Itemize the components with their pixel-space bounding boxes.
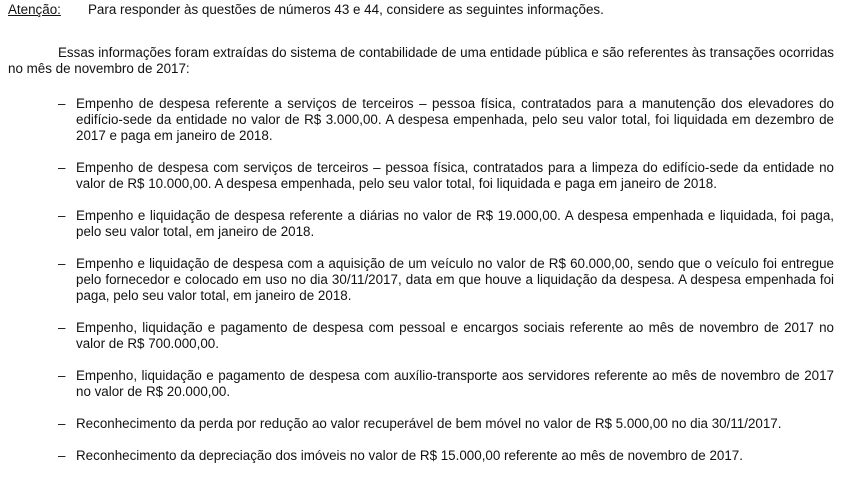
bullet-dash: –	[58, 208, 66, 223]
bullet-dash: –	[58, 320, 66, 335]
bullet-dash: –	[58, 448, 66, 463]
list-item	[0, 448, 834, 464]
bullet-dash: –	[58, 256, 66, 271]
list-item	[0, 160, 834, 192]
list-item	[0, 208, 834, 240]
list-item	[0, 416, 834, 432]
bullet-dash: –	[58, 416, 66, 431]
list-item-text: Empenho, liquidação e pagamento de despesa com auxílio-transporte aos servidores referente ao mês de novembro de 2017 no valor de R$ 20.000,00.	[76, 368, 834, 399]
bullet-dash: –	[58, 368, 66, 383]
attention-line	[8, 2, 604, 18]
list-item-text: Empenho de despesa referente a serviços de terceiros – pessoa física, contratados para a manutenção dos elevadores do edifício-sede da entidade no valor de R$ 3.000,00. A despesa empenhada, pelo seu valor total, foi liquidada em dezembro de 2017 e paga em janeiro de 2018.	[76, 96, 834, 143]
list-item-text: Empenho e liquidação de despesa referente a diárias no valor de R$ 19.000,00. A despesa empenhada e liquidada, foi paga, pelo seu valor total, em janeiro de 2018.	[76, 208, 834, 239]
attention-label: Atenção:	[8, 2, 61, 17]
transactions-list	[0, 96, 860, 480]
bullet-dash: –	[58, 160, 66, 175]
list-item	[0, 320, 834, 352]
list-item-text: Empenho e liquidação de despesa com a aquisição de um veículo no valor de R$ 60.000,00, sendo que o veículo foi entregue pelo fornecedor e colocado em uso no dia 30/11/2017, data em que houve a liquidação da despesa. A despesa empenhada foi paga, pelo seu valor total, em janeiro de 2018.	[76, 256, 834, 303]
attention-text: Para responder às questões de números 43 e 44, considere as seguintes informações.	[88, 2, 604, 17]
list-item	[0, 256, 834, 304]
bullet-dash: –	[58, 96, 66, 111]
intro-paragraph: Essas informações foram extraídas do sistema de contabilidade de uma entidade pública e são referentes às transações ocorridas no mês de novembro de 2017:	[8, 45, 834, 76]
list-item-text: Empenho, liquidação e pagamento de despesa com pessoal e encargos sociais referente ao mês de novembro de 2017 no valor de R$ 700.000,00.	[76, 320, 834, 351]
list-item-text: Empenho de despesa com serviços de terceiros – pessoa física, contratados para a limpeza do edifício-sede da entidade no valor de R$ 10.000,00. A despesa empenhada, pelo seu valor total, foi liquidada e paga em janeiro de 2018.	[76, 160, 834, 191]
list-item-text: Reconhecimento da depreciação dos imóveis no valor de R$ 15.000,00 referente ao mês de novembro de 2017.	[76, 448, 743, 463]
list-item	[0, 96, 834, 144]
list-item-text: Reconhecimento da perda por redução ao valor recuperável de bem móvel no valor de R$ 5.000,00 no dia 30/11/2017.	[76, 416, 782, 431]
list-item	[0, 368, 834, 400]
